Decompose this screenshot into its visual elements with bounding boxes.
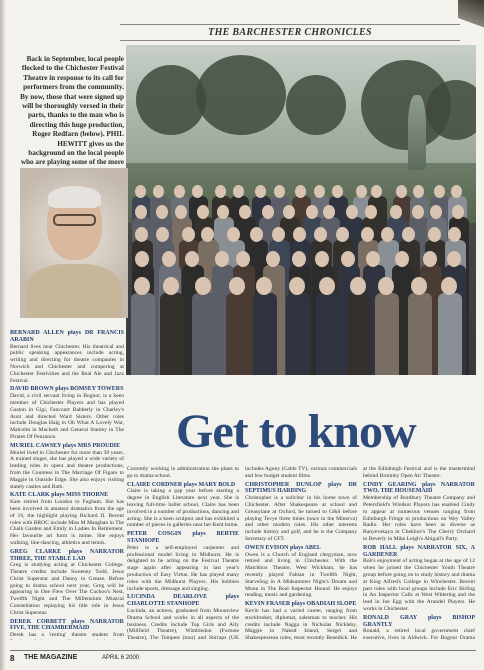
group-photo bbox=[126, 45, 476, 375]
photo-person-head bbox=[447, 251, 461, 267]
section-title: THE BARCHESTER CHRONICLES bbox=[208, 27, 372, 38]
cast-bio: Bernard lives near Chichester. His theatrical and public speaking appearances include acting, writing and directing for theatre companies in Norwich and Chichester and compering at Chichester Festivities and the Real Ale and Jazz Festival. bbox=[10, 343, 124, 384]
cast-bio: Ronald, a retired local government chief executive, lives in Aldwick. For Bognor Drama bbox=[363, 628, 475, 642]
photo-person-body bbox=[438, 293, 462, 375]
cast-bio: Muriel lived in Chichester for more than 30 years. A trained singer, she has played a wide variety of leading roles in opera and theatre productions, from the Countess in The Marriage Of Figaro to Maggie in Outside Edge. She also enjoys visiting stately castles and Bath. bbox=[10, 449, 124, 490]
photo-person-head bbox=[423, 251, 437, 267]
cast-entry bbox=[10, 492, 124, 546]
cast-entry bbox=[10, 330, 124, 384]
cast-entry bbox=[127, 531, 239, 592]
photo-statue bbox=[408, 95, 426, 170]
photo-person-body bbox=[131, 293, 155, 375]
cast-entry bbox=[245, 482, 357, 543]
cast-bio: Kate retired from London to Fugham. She has been involved in amateur dramatics from the age of 16, the highlight playing Richard II. Recent roles with BROC include Miss M Maughan in The Chalk Garden and Emily in Ladies In Retirement. Her favourite art form is mime. She enjoys walking, line-dancing, athletics and tennis. bbox=[10, 499, 124, 546]
photo-crowd bbox=[126, 175, 476, 375]
cast-entry bbox=[10, 443, 124, 491]
cast-entry bbox=[10, 619, 124, 640]
photo-person-body bbox=[316, 293, 340, 375]
photo-person-head bbox=[215, 185, 226, 198]
photo-person-body bbox=[347, 293, 371, 375]
photo-person-body bbox=[253, 293, 277, 375]
photo-person-head bbox=[182, 227, 195, 242]
photo-person-head bbox=[135, 205, 147, 219]
photo-person-head bbox=[448, 227, 461, 242]
text-column-1 bbox=[10, 330, 124, 640]
photo-person-head bbox=[378, 277, 394, 295]
cast-name: CHRISTOPHER DUNLOP plays DR SEPTIMUS HARDING bbox=[245, 481, 357, 495]
section-header bbox=[120, 24, 460, 40]
photo-person-body bbox=[226, 293, 250, 375]
photo-person-head bbox=[256, 277, 272, 295]
photo-person-head bbox=[153, 185, 164, 198]
photo-person-head bbox=[262, 205, 274, 219]
cast-entry bbox=[363, 545, 475, 613]
intro-text: Back in September, local people flocked to the Chichester Festival Theatre in response to its call for performers from the community. By now, those that were signed up will be thoroughly versed in their parts, thanks to the man who is directing this huge production, Roger Redfarn (below). PHIL HEWITT gives us the background on the local people who are playing some of the more bbox=[20, 55, 124, 167]
page-shadow bbox=[0, 0, 6, 670]
photo-person-head bbox=[163, 277, 179, 295]
cast-entry bbox=[363, 482, 475, 543]
header-rule-top bbox=[120, 24, 460, 25]
photo-person-head bbox=[135, 227, 148, 242]
cast-name: DAVID BROWN plays BOMSEY TOWERS bbox=[10, 386, 124, 393]
photo-person-head bbox=[272, 227, 285, 242]
cast-name: KATE CLARK plays MISS THORNE bbox=[10, 492, 109, 499]
cast-name: KEVIN FRASER plays OBADIAH SLOPE bbox=[245, 601, 357, 608]
cast-name: CINDY GEARING plays NARRATOR TWO, THE HOUSEMAID bbox=[363, 481, 475, 495]
director-portrait bbox=[20, 168, 128, 318]
cast-bio: Derek has a 'resting' theatre student from bbox=[10, 632, 124, 639]
cast-name: GREG CLARKE plays NARRATOR THREE, THE STABLE LAD bbox=[10, 548, 124, 562]
cast-bio: Greg is studying acting at Chichester College. Theatre credits include Sweeney Todd, Jesus Christ Superstar and Danny in Grease. Before going to drama school next year, Greg will be appearing in One Flew Over The Cuckoo's Nest, Twelfth Night and The Millennium Musical Constellation replaying his title role in Jesus Christ Superstar. bbox=[10, 562, 124, 616]
cast-entry bbox=[245, 466, 357, 480]
cast-bio: includes Agony (Cable TV), various commercials and low budget student films. bbox=[245, 466, 357, 479]
photo-person-head bbox=[319, 277, 335, 295]
photo-person-head bbox=[195, 277, 211, 295]
cast-bio: Currently working in administration she plans to go to drama school. bbox=[127, 466, 239, 479]
photo-person-head bbox=[390, 205, 402, 219]
photo-person-body bbox=[408, 293, 432, 375]
photo-person-head bbox=[135, 185, 146, 198]
cast-bio: David, a civil servant living in Bognor, is a keen member of Chichester Players and has played Gaston in Gigi, Fancourt Babberly in Charley's Aunt and directed Ward Sisters. Other roles include Douglas Haig in Oh What A Lovely War, Malcolm in Macbeth and General Stanley in The Pirates Of Penzance. bbox=[10, 393, 124, 440]
cast-entry bbox=[363, 615, 475, 642]
cast-name: LUCINDA DEARLOVE plays CHARLOTTE STANHOPE bbox=[127, 594, 239, 608]
photo-person-head bbox=[323, 205, 335, 219]
cast-entry bbox=[127, 466, 239, 480]
photo-person-head bbox=[292, 251, 306, 267]
header-rule-bottom bbox=[120, 40, 460, 41]
portrait-glasses bbox=[53, 214, 96, 226]
page-corner bbox=[458, 0, 484, 40]
cast-name: ROB HALL plays NARRATOR SIX, A GARDENER bbox=[363, 544, 475, 558]
photo-person-head bbox=[306, 205, 318, 219]
headline: Get to know bbox=[176, 405, 416, 458]
photo-person-head bbox=[295, 185, 306, 198]
cast-bio: Lucinda, an actress, graduated from Mountview Drama School and works in all aspects of the business. Credits include Top Girls and Ally (Millfield Theatre), Wimbledon (Fortune Theatre), The Tempest (tour) and Stirrups (UK bbox=[127, 607, 239, 642]
photo-person-head bbox=[413, 185, 424, 198]
cast-bio: Christopher is a solicitor in his home town of Chichester. After Shakespeare at school and Greasylane at Oxford, he turned to G&S before playing Tevye three times (once in the Minerva) and other modern roles. His other interests include history and golf, and he is the Company Secretary of CFT. bbox=[245, 495, 357, 542]
cast-bio: at the Edinburgh Festival and is the mastermind behind Bromley Open Air Theatre. bbox=[363, 466, 475, 479]
text-column-2 bbox=[127, 466, 239, 642]
cast-name: DEREK CORBETT plays NARRATOR FIVE, THE CHAMBERMAID bbox=[10, 618, 124, 632]
cast-bio: Owen is a Church of England clergyman, now retired and living in Chichester. With the Matchbox Theatre, West Wickham, he has recently played Fabian in Twelfth Night, Starveling in A Midsummer Night's Dream and Moon in The Real Inspector Hound. He enjoys reading, music and gardening. bbox=[245, 551, 357, 599]
photo-person-head bbox=[217, 205, 229, 219]
cast-bio: Membership of Bordbury Theatre Company and Petersfield's Windsor Players has enabled Cindy to appear at numerous venues ranging from Edinburgh Fringe to productions on Wey Valley Radio. Her roles have been as diverse as Ranyevskaya in Chekhov's The Cherry Orchard to Beverly in Mike Leigh's Abigail's Party. bbox=[363, 495, 475, 542]
cast-entry bbox=[10, 386, 124, 440]
photo-person-body bbox=[192, 293, 216, 375]
cast-bio: Claire is taking a gap year before starting a degree in English Literature next year. She is leaving full-time ballet school, Claire has been involved in a number of productions, dancing and acting. She is a keen sculptor and has exhibited a number of pieces in galleries near her Kent home. bbox=[127, 488, 239, 529]
cast-name: PETER COSGIN plays BERTIE STANHOPE bbox=[127, 531, 239, 544]
photo-person-head bbox=[341, 251, 355, 267]
photo-person-head bbox=[332, 185, 343, 198]
photo-person-head bbox=[293, 227, 306, 242]
cast-entry bbox=[127, 594, 239, 642]
cast-bio: Kevin has had a varied career, ranging from stockbroker, diplomat, salesman to teacher. His credits include Nagga in Nicholas Nickleby, Maggie in Naked Island, Sergei and Shakespearean roles, most recently Benedick. He bbox=[245, 607, 357, 642]
text-column-3 bbox=[245, 466, 357, 642]
photo-person-head bbox=[134, 277, 150, 295]
photo-person-head bbox=[229, 277, 245, 295]
photo-tree bbox=[286, 75, 346, 135]
portrait-hair bbox=[48, 186, 101, 208]
cast-entry bbox=[245, 601, 357, 642]
page-footer bbox=[10, 650, 476, 664]
photo-person-head bbox=[185, 251, 199, 267]
photo-person-body bbox=[375, 293, 399, 375]
cast-name: RONALD GRAY plays BISHOP GRANTLY bbox=[363, 614, 475, 628]
cast-entry bbox=[10, 549, 124, 617]
text-column-4 bbox=[363, 466, 475, 642]
photo-person-body bbox=[160, 293, 184, 375]
photo-person-head bbox=[346, 205, 358, 219]
photo-person-head bbox=[239, 205, 251, 219]
cast-entry bbox=[363, 466, 475, 480]
photo-person-head bbox=[452, 205, 464, 219]
photo-person-head bbox=[162, 251, 176, 267]
photo-person-body bbox=[286, 293, 310, 375]
cast-entry bbox=[245, 545, 357, 599]
photo-person-head bbox=[350, 277, 366, 295]
cast-entry bbox=[127, 482, 239, 530]
portrait-shirt bbox=[26, 264, 122, 318]
photo-person-head bbox=[365, 205, 377, 219]
photo-person-head bbox=[336, 227, 349, 242]
page-number: 8 bbox=[10, 654, 15, 663]
cast-name: MURIEL CAWSEY plays MRS PROUDIE bbox=[10, 442, 121, 449]
photo-tree bbox=[196, 55, 286, 135]
cast-bio: Rob's enjoyment of acting began at the age of 12 when he joined the Chichester Youth Theatre group before going on to study history and drama at King Alfred's College in Winchester. Recent past roles with local groups include Eric Birling in An Inspector Calls at West Wittering and the lead in Joe Egg with the Arundel Players. He works in Chichester. bbox=[363, 558, 475, 612]
photo-person-head bbox=[135, 251, 149, 267]
cast-name: OWEN EVISON plays ABEL bbox=[245, 544, 321, 551]
cast-name: CLAIRE CORDNER plays MARY BOLD bbox=[127, 481, 236, 488]
cast-bio: Peter is a self-employed carpenter and professional model living in Midhurst. He is delighted to be acting on the Festival Theatre stage again after appearing in last year's production of Easy Virtue. He has played many roles with the Midhurst Players. His hobbies include sports, dressage and singing. bbox=[127, 544, 239, 592]
issue-date: APRIL 6 2000 bbox=[102, 655, 140, 661]
cast-name: BERNARD ALLEN plays DR FRANCIS ARABIN bbox=[10, 330, 124, 343]
magazine-name: THE MAGAZINE bbox=[24, 654, 78, 661]
